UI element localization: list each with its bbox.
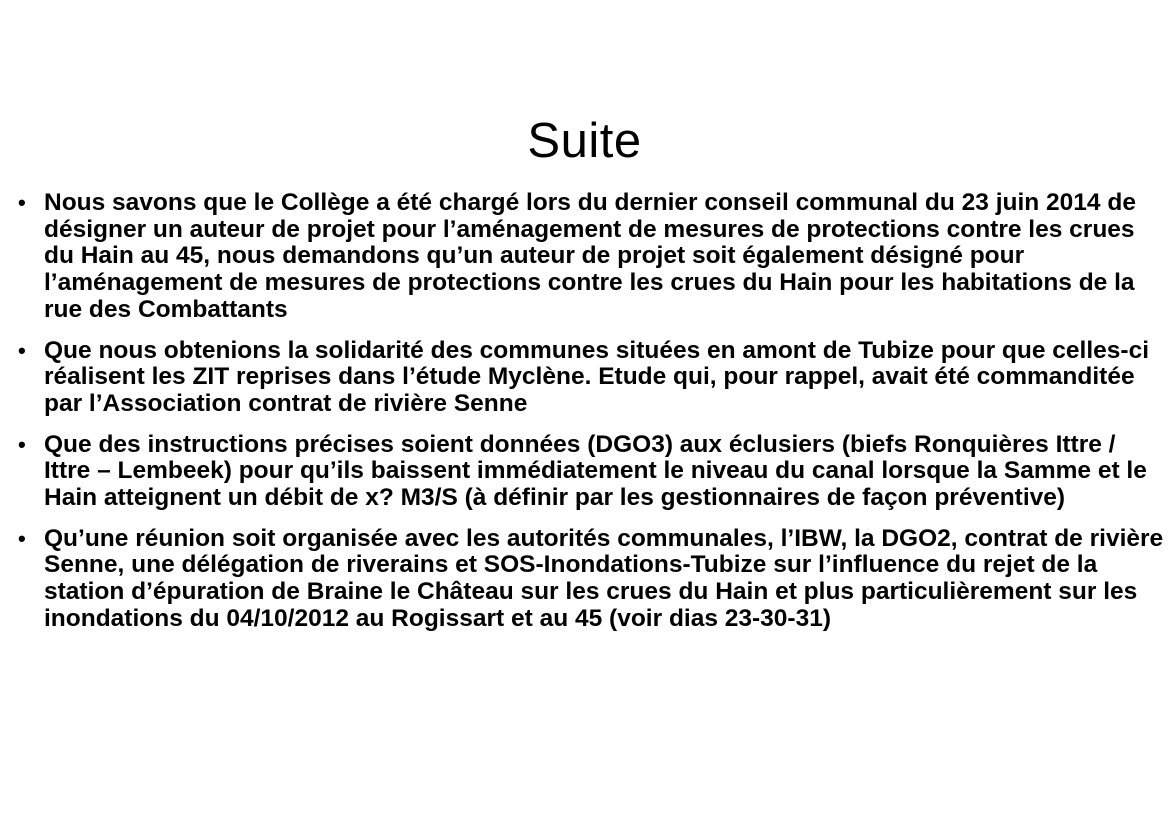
list-item-text: Qu’une réunion soit organisée avec les autorités communales, l’IBW, la DGO2, contrat de rivière Senne, une délégation de riverains et SOS-Inondations-Tubize sur l’influence du rejet de la station d’épuration de Braine le Château sur les crues du Hain et plus particulièrement sur les inondations du 04/10/2012 au Rogissart et au 45 (voir dias 23-30-31) <box>44 524 1164 632</box>
list-item <box>10 190 1165 324</box>
bullet-icon: • <box>18 525 26 551</box>
page-title: Suite <box>527 113 642 168</box>
bullet-icon: • <box>18 337 26 363</box>
bullet-list <box>10 190 1165 633</box>
list-item-text: Nous savons que le Collège a été chargé lors du dernier conseil communal du 23 juin 2014 de désigner un auteur de projet pour l’aménagement de mesures de protections contre les crues du Hain au 45, nous demandons qu’un auteur de projet soit également désigné pour l’aménagement de mesures de protections contre les crues du Hain pour les habitations de la rue des Combattants <box>44 189 1136 323</box>
list-item <box>10 526 1165 633</box>
list-item-text: Que nous obtenions la solidarité des communes situées en amont de Tubize pour que celles-ci réalisent les ZIT reprises dans l’étude Myclène. Etude qui, pour rappel, avait été commanditée par l’Association contrat de rivière Senne <box>44 336 1150 417</box>
list-item-text: Que des instructions précises soient données (DGO3) aux éclusiers (biefs Ronquières Ittre / Ittre – Lembeek) pour qu’ils baissent immédiatement le niveau du canal lorsque la Samme et le Hain atteignent un débit de x? M3/S (à définir par les gestionnaires de façon préventive) <box>44 430 1147 512</box>
bullet-icon: • <box>18 190 26 215</box>
list-item <box>10 338 1165 418</box>
bullet-icon: • <box>18 431 26 457</box>
list-item <box>10 432 1165 512</box>
